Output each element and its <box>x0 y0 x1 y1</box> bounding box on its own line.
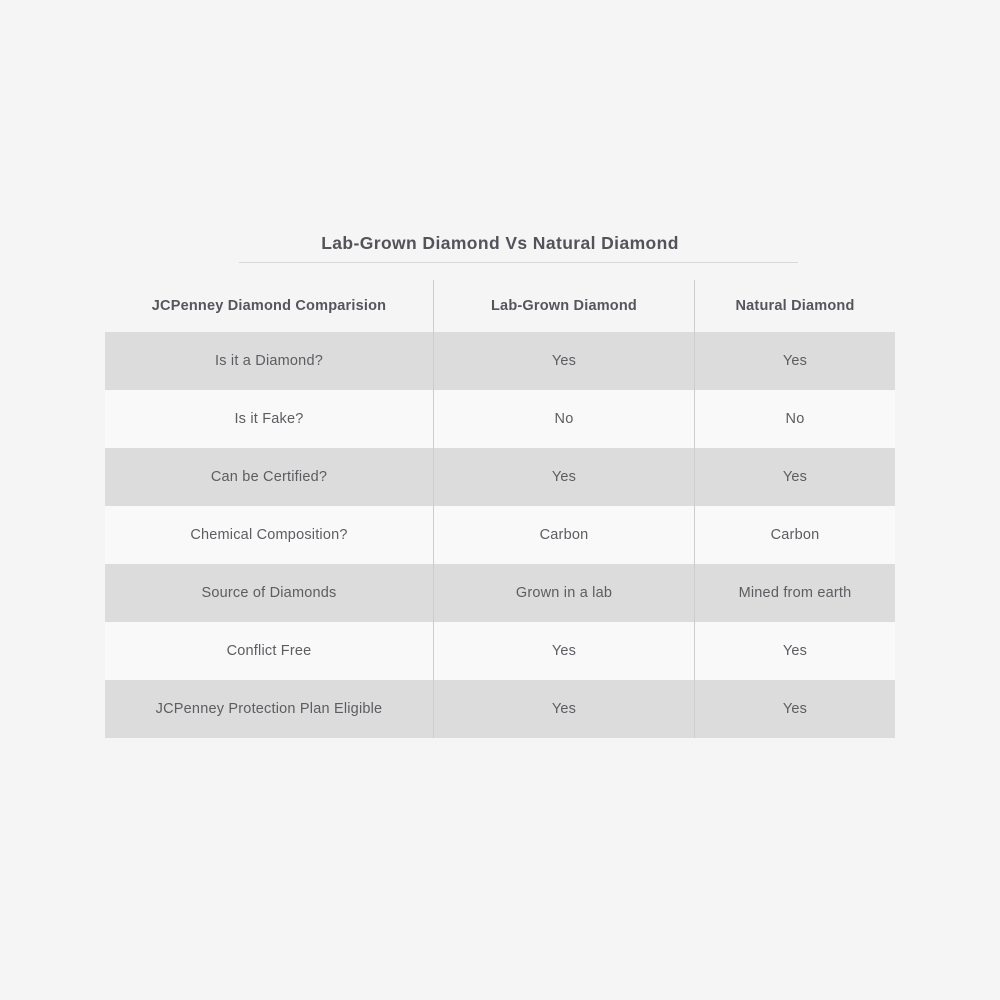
table-header-row <box>105 280 895 332</box>
lab-grown-value-cell: Carbon <box>433 506 694 564</box>
natural-value-cell: Yes <box>694 448 895 506</box>
natural-value-cell: Yes <box>694 622 895 680</box>
lab-grown-value-cell: Yes <box>433 332 694 390</box>
table-title: Lab-Grown Diamond Vs Natural Diamond <box>321 233 679 253</box>
feature-cell: Conflict Free <box>226 643 312 659</box>
comparison-table <box>105 280 895 738</box>
table-row <box>105 506 895 564</box>
lab-grown-value-cell: Yes <box>433 622 694 680</box>
natural-value-cell: Yes <box>694 680 895 738</box>
natural-value-cell: Yes <box>694 332 895 390</box>
table-row <box>105 448 895 506</box>
table-row <box>105 332 895 390</box>
table-row <box>105 680 895 738</box>
feature-cell: JCPenney Protection Plan Eligible <box>155 701 383 717</box>
table-row <box>105 390 895 448</box>
lab-grown-value-cell: Yes <box>433 448 694 506</box>
feature-cell: Source of Diamonds <box>201 585 337 601</box>
column-header-comparison: JCPenney Diamond Comparision <box>151 298 387 314</box>
table-row <box>105 622 895 680</box>
lab-grown-value-cell: No <box>433 390 694 448</box>
feature-cell: Can be Certified? <box>210 469 328 485</box>
lab-grown-value-cell: Grown in a lab <box>433 564 694 622</box>
lab-grown-value-cell: Yes <box>433 680 694 738</box>
feature-cell: Is it a Diamond? <box>215 353 323 369</box>
table-row <box>105 564 895 622</box>
table-body <box>105 332 895 738</box>
feature-cell: Is it Fake? <box>234 411 304 427</box>
feature-cell: Chemical Composition? <box>190 527 348 543</box>
column-header-lab-grown: Lab-Grown Diamond <box>433 280 694 332</box>
natural-value-cell: Carbon <box>694 506 895 564</box>
title-underline <box>239 262 798 263</box>
natural-value-cell: No <box>694 390 895 448</box>
natural-value-cell: Mined from earth <box>694 564 895 622</box>
column-header-natural: Natural Diamond <box>694 280 895 332</box>
